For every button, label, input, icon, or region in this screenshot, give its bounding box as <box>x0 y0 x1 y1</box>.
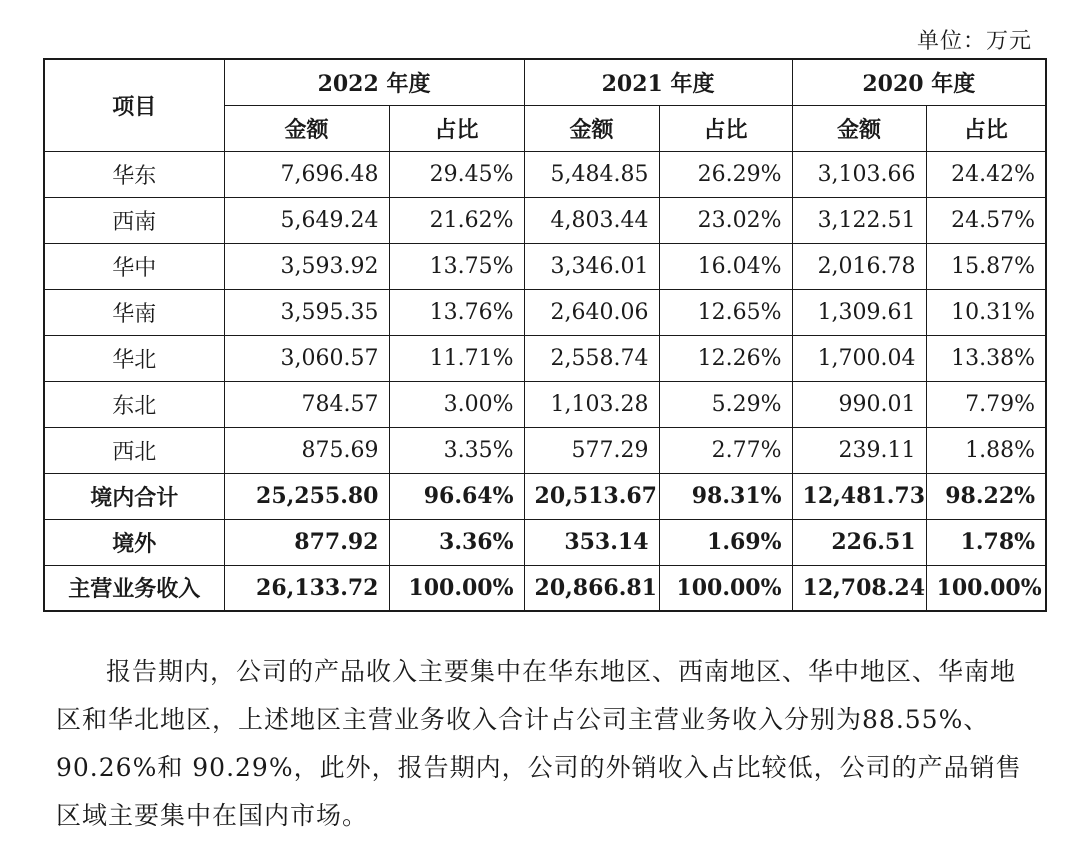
amount-cell: 5,649.24 <box>224 197 389 243</box>
table-row <box>44 243 1046 289</box>
share-cell: 1.88% <box>926 427 1046 473</box>
share-cell: 3.35% <box>389 427 524 473</box>
amount-cell: 4,803.44 <box>524 197 659 243</box>
share-cell: 96.64% <box>389 473 524 519</box>
amount-cell: 3,060.57 <box>224 335 389 381</box>
share-cell: 3.36% <box>389 519 524 565</box>
header-share: 占比 <box>389 105 524 151</box>
share-cell: 26.29% <box>659 151 792 197</box>
share-cell: 13.76% <box>389 289 524 335</box>
amount-cell: 3,595.35 <box>224 289 389 335</box>
table-row <box>44 473 1046 519</box>
share-cell: 3.00% <box>389 381 524 427</box>
share-cell: 10.31% <box>926 289 1046 335</box>
header-share: 占比 <box>659 105 792 151</box>
amount-cell: 3,346.01 <box>524 243 659 289</box>
header-year-2021: 2021 年度 <box>524 59 792 105</box>
row-label: 境内合计 <box>44 473 224 519</box>
header-amount: 金额 <box>792 105 926 151</box>
header-amount: 金额 <box>524 105 659 151</box>
table-row <box>44 519 1046 565</box>
share-cell: 98.31% <box>659 473 792 519</box>
amount-cell: 990.01 <box>792 381 926 427</box>
amount-cell: 784.57 <box>224 381 389 427</box>
share-cell: 7.79% <box>926 381 1046 427</box>
amount-cell: 20,866.81 <box>524 565 659 611</box>
table-row <box>44 381 1046 427</box>
header-item: 项目 <box>44 59 224 151</box>
row-label: 主营业务收入 <box>44 565 224 611</box>
amount-cell: 5,484.85 <box>524 151 659 197</box>
amount-cell: 3,593.92 <box>224 243 389 289</box>
amount-cell: 577.29 <box>524 427 659 473</box>
share-cell: 15.87% <box>926 243 1046 289</box>
share-cell: 21.62% <box>389 197 524 243</box>
share-cell: 23.02% <box>659 197 792 243</box>
share-cell: 13.38% <box>926 335 1046 381</box>
share-cell: 24.57% <box>926 197 1046 243</box>
share-cell: 29.45% <box>389 151 524 197</box>
amount-cell: 239.11 <box>792 427 926 473</box>
table-row <box>44 151 1046 197</box>
amount-cell: 20,513.67 <box>524 473 659 519</box>
row-label: 华中 <box>44 243 224 289</box>
header-row-years <box>44 59 1046 105</box>
amount-cell: 353.14 <box>524 519 659 565</box>
amount-cell: 875.69 <box>224 427 389 473</box>
share-cell: 1.69% <box>659 519 792 565</box>
share-cell: 1.78% <box>926 519 1046 565</box>
table-body <box>44 151 1046 611</box>
share-cell: 98.22% <box>926 473 1046 519</box>
amount-cell: 226.51 <box>792 519 926 565</box>
header-year-2020: 2020 年度 <box>792 59 1046 105</box>
amount-cell: 1,309.61 <box>792 289 926 335</box>
header-share: 占比 <box>926 105 1046 151</box>
amount-cell: 25,255.80 <box>224 473 389 519</box>
amount-cell: 7,696.48 <box>224 151 389 197</box>
table-row <box>44 197 1046 243</box>
header-year-2022: 2022 年度 <box>224 59 524 105</box>
amount-cell: 12,708.24 <box>792 565 926 611</box>
share-cell: 13.75% <box>389 243 524 289</box>
share-cell: 12.65% <box>659 289 792 335</box>
row-label: 东北 <box>44 381 224 427</box>
share-cell: 2.77% <box>659 427 792 473</box>
amount-cell: 2,016.78 <box>792 243 926 289</box>
row-label: 华南 <box>44 289 224 335</box>
header-amount: 金额 <box>224 105 389 151</box>
amount-cell: 3,122.51 <box>792 197 926 243</box>
row-label: 境外 <box>44 519 224 565</box>
body-paragraph: 报告期内，公司的产品收入主要集中在华东地区、西南地区、华中地区、华南地区和华北地区，上述地区主营业务收入合计占公司主营业务收入分别为88.55%、90.26%和 90.29%，此外，报告期内，公司的外销收入占比较低，公司的产品销售区域主要集中在国内市场。 <box>56 657 1022 830</box>
amount-cell: 1,700.04 <box>792 335 926 381</box>
row-label: 西北 <box>44 427 224 473</box>
share-cell: 100.00% <box>389 565 524 611</box>
amount-cell: 877.92 <box>224 519 389 565</box>
amount-cell: 1,103.28 <box>524 381 659 427</box>
amount-cell: 2,640.06 <box>524 289 659 335</box>
row-label: 西南 <box>44 197 224 243</box>
share-cell: 11.71% <box>389 335 524 381</box>
share-cell: 100.00% <box>659 565 792 611</box>
share-cell: 12.26% <box>659 335 792 381</box>
amount-cell: 12,481.73 <box>792 473 926 519</box>
table-row <box>44 335 1046 381</box>
share-cell: 16.04% <box>659 243 792 289</box>
table-row <box>44 427 1046 473</box>
table-row <box>44 289 1046 335</box>
table-row <box>44 565 1046 611</box>
amount-cell: 3,103.66 <box>792 151 926 197</box>
share-cell: 24.42% <box>926 151 1046 197</box>
share-cell: 100.00% <box>926 565 1046 611</box>
unit-label: 单位：万元 <box>916 29 1032 54</box>
amount-cell: 26,133.72 <box>224 565 389 611</box>
amount-cell: 2,558.74 <box>524 335 659 381</box>
row-label: 华北 <box>44 335 224 381</box>
row-label: 华东 <box>44 151 224 197</box>
regional-revenue-table <box>43 58 1047 612</box>
share-cell: 5.29% <box>659 381 792 427</box>
